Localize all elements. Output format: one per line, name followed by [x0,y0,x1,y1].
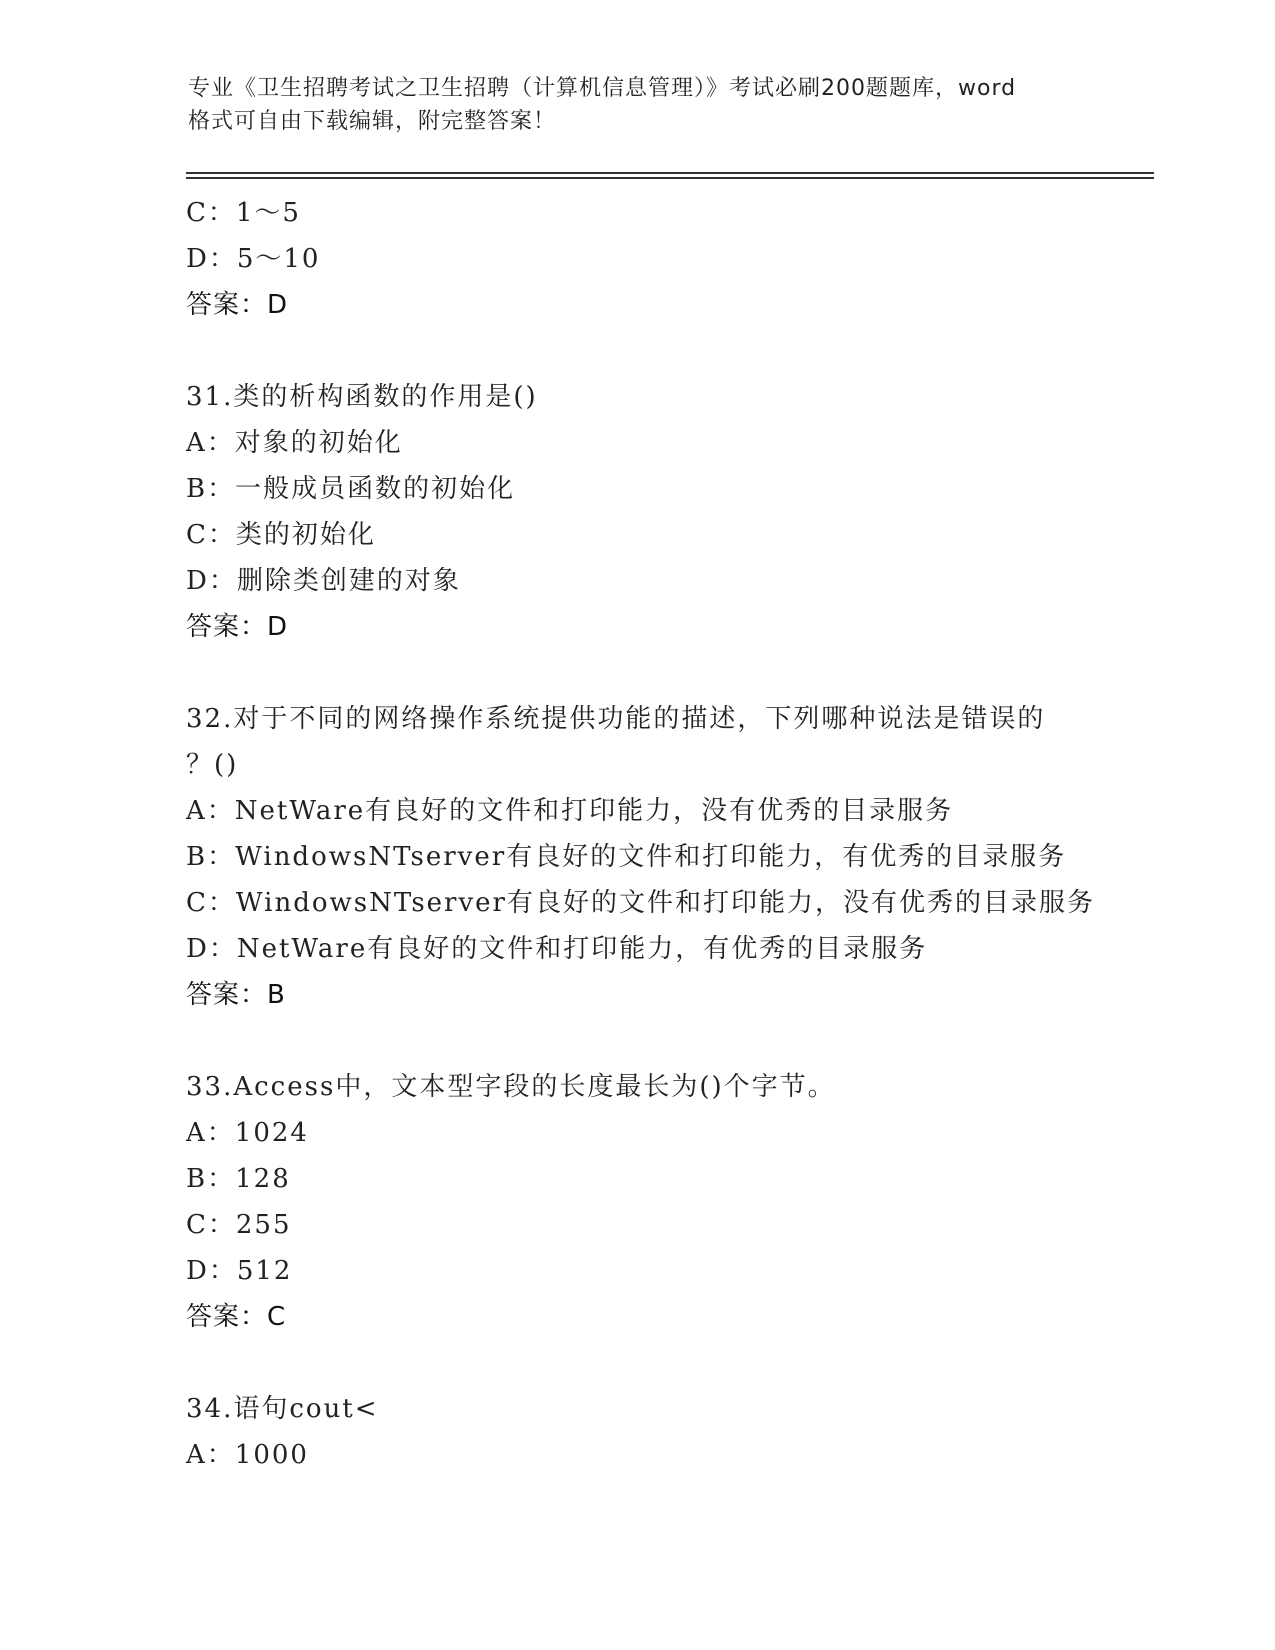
option-c: C：类的初始化 [186,520,376,550]
answer-line: 答案：B [186,980,286,1010]
option-a: A：对象的初始化 [186,428,403,458]
option-d: D：5～10 [186,244,321,274]
option-b: B：128 [186,1164,291,1194]
option-a: A：NetWare有良好的文件和打印能力，没有优秀的目录服务 [186,796,954,826]
option-a: A：1024 [186,1118,309,1148]
header-title-line-1: 专业《卫生招聘考试之卫生招聘（计算机信息管理）》考试必刷200题题库，word [188,76,1017,101]
question-list [186,190,1095,1478]
option-c: C：WindowsNTserver有良好的文件和打印能力，没有优秀的目录服务 [186,888,1095,918]
question-33 [186,1064,1086,1340]
answer-line: 答案：C [186,1302,287,1332]
option-a: A：1000 [186,1440,309,1470]
option-d: D：NetWare有良好的文件和打印能力，有优秀的目录服务 [186,934,928,964]
question-stem-line-2: ？() [186,750,239,780]
option-d: D：删除类创建的对象 [186,566,461,596]
option-d: D：512 [186,1256,293,1286]
header-title-line-2: 格式可自由下载编辑，附完整答案！ [188,109,557,134]
option-b: B：WindowsNTserver有良好的文件和打印能力，有优秀的目录服务 [186,842,1067,872]
header-rule-top [186,172,1154,174]
document-header [188,72,1088,138]
question-stem: 33.Access中，文本型字段的长度最长为()个字节。 [186,1072,836,1102]
question-34 [186,1386,1086,1478]
answer-line: 答案：D [186,290,289,320]
option-c: C：255 [186,1210,292,1240]
question-31 [186,374,1086,650]
option-b: B：一般成员函数的初始化 [186,474,516,504]
question-stem-line-1: 32.对于不同的网络操作系统提供功能的描述，下列哪种说法是错误的 [186,704,1046,734]
option-c: C：1～5 [186,198,301,228]
question-stem: 34.语句cout< [186,1394,379,1424]
answer-line: 答案：D [186,612,289,642]
prev-question [186,190,1086,328]
question-stem: 31.类的析构函数的作用是() [186,382,538,412]
question-32 [186,696,1095,1018]
header-rule-bottom [186,177,1154,179]
